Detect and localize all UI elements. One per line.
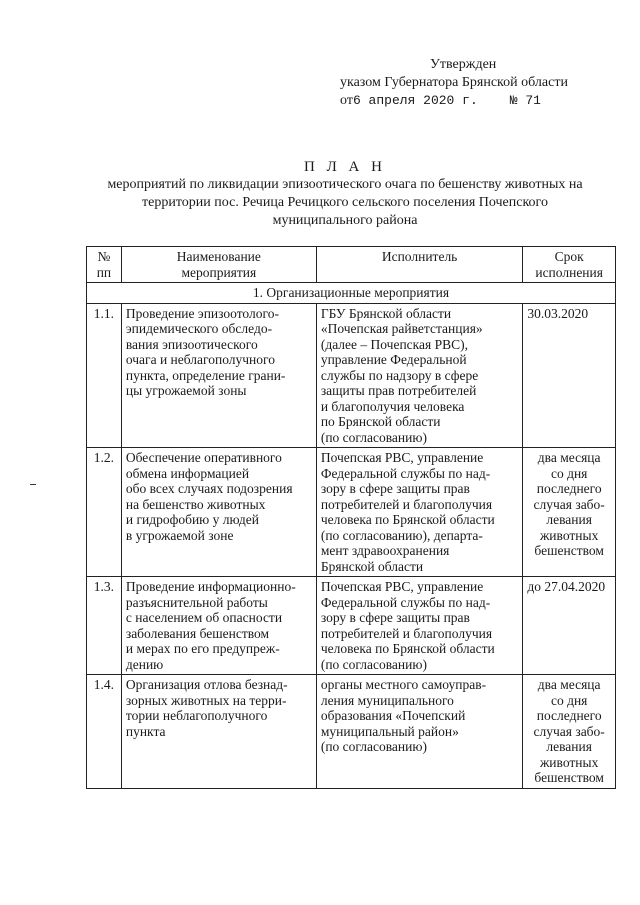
approval-date-line [340,92,610,110]
plan-heading: П Л А Н [304,159,386,175]
approval-date: 6 апреля 2020 г. [352,93,478,108]
header-term: Срок исполнения [523,247,616,283]
approval-line2: указом Губернатора Брянской области [340,75,568,90]
approval-number: № 71 [509,93,541,108]
table-row [87,577,616,675]
row-executor: Почепская РВС, управление Федеральной службы по над- зору в сфере защиты прав потребителей и благополучия человека по Брянской области (по согласованию) [316,577,523,675]
row-executor: Почепская РВС, управление Федеральной службы по над- зору в сфере защиты прав потребителей и благополучия человека по Брянской области (по согласованию), департа- мент здравоохранения Брянской области [316,448,523,577]
row-executor: ГБУ Брянской области «Почепская райветстанция» (далее – Почепская РВС), управление Федеральной службы по надзору в сфере защиты прав потребителей и благополучия человека по Брянской области (по согласованию) [316,303,523,448]
header-executor: Исполнитель [316,247,523,283]
row-term: два месяца со дня последнего случая забо- левания животных бешенством [523,675,616,789]
table-row [87,448,616,577]
plan-table [86,246,616,789]
row-term: 30.03.2020 [523,303,616,448]
table-header-row [87,247,616,283]
row-name: Проведение эпизоотолого- эпидемического обследо- вания эпизоотического очага и неблагополучного пункта, определение грани- цы угрожаемой зоны [121,303,316,448]
margin-mark [30,484,36,485]
row-term: до 27.04.2020 [523,577,616,675]
row-num: 1.4. [87,675,122,789]
section-row [87,283,616,304]
section-title: 1. Организационные мероприятия [87,283,616,304]
header-num: № пп [87,247,122,283]
document-title [100,158,590,230]
row-executor: органы местного самоуправ- ления муниципального образования «Почепский муниципальный район» (по согласованию) [316,675,523,789]
row-term: два месяца со дня последнего случая забо- левания животных бешенством [523,448,616,577]
table-row [87,303,616,448]
approval-block [340,56,610,110]
row-name: Организация отлова безнад- зорных животных на терри- тории неблагополучного пункта [121,675,316,789]
row-name: Обеспечение оперативного обмена информацией обо всех случаях подозрения на бешенство животных и гидрофобию у людей в угрожаемой зоне [121,448,316,577]
table-row [87,675,616,789]
row-num: 1.3. [87,577,122,675]
plan-subtitle: мероприятий по ликвидации эпизоотического очага по бешенству животных на территории пос. Речица Речицкого сельского поселения Почепского муниципального района [107,177,583,228]
row-num: 1.1. [87,303,122,448]
approval-line1: Утвержден [430,57,497,72]
row-num: 1.2. [87,448,122,577]
row-name: Проведение информационно- разъяснительной работы с населением об опасности заболевания бешенством и мерах по его предупреж- дению [121,577,316,675]
header-name: Наименование мероприятия [121,247,316,283]
approval-prefix: от [340,93,353,108]
